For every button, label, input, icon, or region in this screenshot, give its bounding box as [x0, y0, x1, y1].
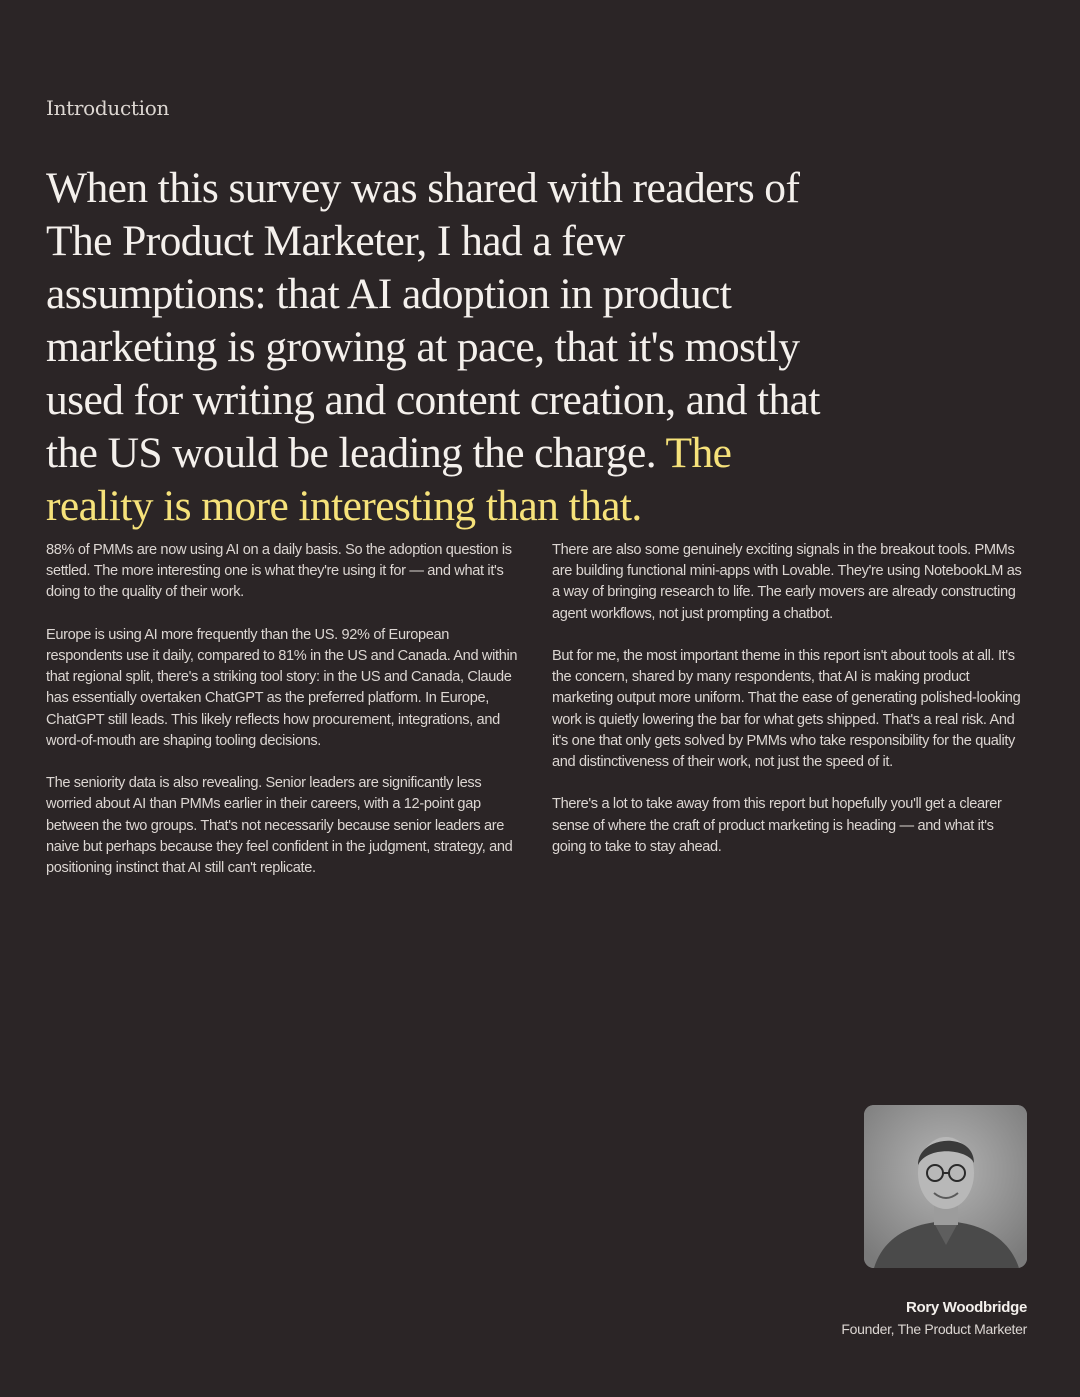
author-name: Rory Woodbridge [905, 1299, 1027, 1316]
right-paragraph-3: There's a lot to take away from this report but hopefully you'll get a clearer sense of where the craft of product marketing is heading — and what it's going to take to stay ahead. [552, 796, 1002, 855]
author-role: Founder, The Product Marketer [841, 1321, 1027, 1337]
section-label: Introduction [46, 96, 170, 120]
left-column [46, 540, 524, 900]
intro-headline [46, 162, 846, 533]
headline-highlight: The reality is more interesting than that. [46, 429, 732, 530]
right-column [552, 540, 1030, 879]
right-paragraph-1: There are also some genuinely exciting signals in the breakout tools. PMMs are building functional mini-apps with Lovable. They're using NotebookLM as a way of bringing research to life. The early movers are already constructing agent workflows, not just prompting a chatbot. [552, 542, 1022, 622]
portrait-illustration [864, 1105, 1027, 1268]
left-paragraph-3: The seniority data is also revealing. Senior leaders are significantly less worried about AI than PMMs earlier in their careers, with a 12-point gap between the two groups. That's not necessarily because senior leaders are naive but perhaps because they feel confident in the judgment, strategy, and positioning instinct that AI still can't replicate. [46, 775, 513, 877]
right-paragraph-2: But for me, the most important theme in this report isn't about tools at all. It's the concern, shared by many respondents, that AI is making product marketing output more uniform. That the ease of generating polished-looking work is quietly lowering the bar for what gets shipped. That's a real risk. And it's one that only gets solved by PMMs who take responsibility for the quality and distinctiveness of their work, not just the speed of it. [552, 648, 1021, 771]
headline-text: When this survey was shared with readers of The Product Marketer, I had a few assumptions: that AI adoption in product marketing is growing at pace, that it's mostly used for writing and content creation, and that the US would be leading the charge. [46, 164, 820, 477]
author-portrait [864, 1105, 1027, 1268]
left-paragraph-2: Europe is using AI more frequently than the US. 92% of European respondents use it daily, compared to 81% in the US and Canada. And within that regional split, there's a striking tool story: in the US and Canada, Claude has essentially overtaken ChatGPT as the preferred platform. In Europe, ChatGPT still leads. This likely reflects how procurement, integrations, and word-of-mouth are shaping tooling decisions. [46, 626, 518, 749]
left-paragraph-1: 88% of PMMs are now using AI on a daily basis. So the adoption question is settled. The more interesting one is what they're using it for — and what it's doing to the quality of their work. [46, 542, 512, 601]
